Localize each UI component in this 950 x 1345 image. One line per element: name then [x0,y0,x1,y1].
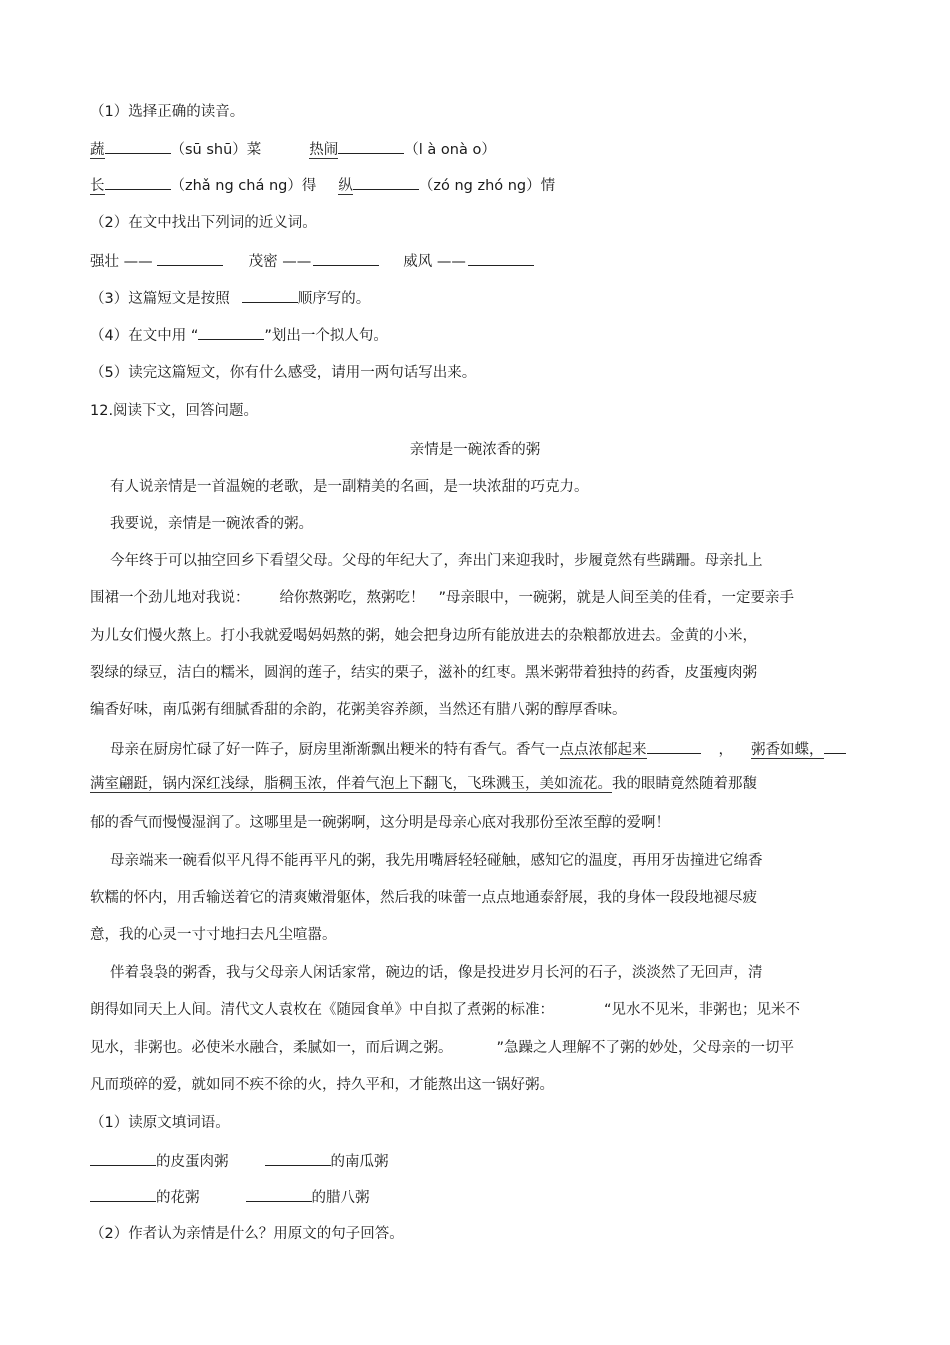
q12-heading: 12.阅读下文，回答问题。 [90,403,259,419]
paragraph-5-line: 意，我的心灵一寸寸地扫去凡尘喧嚣。 [90,927,337,943]
synonym-word: 茂密 —— [248,254,312,270]
answer-blank[interactable] [246,1187,312,1202]
question-text: 顺序写的。 [297,291,371,307]
answer-blank[interactable] [90,1151,156,1166]
answer-blank[interactable] [468,251,534,266]
text-span: 见水，非粥也。必使米水融合，柔腻如一，而后调之粥。 [90,1040,453,1056]
paragraph-6-line: 凡而琐碎的爱，就如同不疾不徐的火，持久平和，才能熬出这一锅好粥。 [90,1077,554,1093]
text-span: ”母亲眼中，一碗粥，就是人间至美的佳肴，一定要亲手 [438,590,795,606]
answer-blank[interactable] [105,139,171,154]
paragraph-2: 我要说，亲情是一碗浓香的粥。 [110,516,313,532]
paragraph-5-line: 软糯的怀内，用舌输送着它的清爽嫩滑躯体，然后我的味蕾一点点地通泰舒展，我的身体一段段地褪尽疲 [90,890,757,906]
text-span: ”急躁之人理解不了粥的妙处，父母亲的一切平 [496,1040,795,1056]
paragraph-1: 有人说亲情是一首温婉的老歌，是一副精美的名画，是一块浓甜的巧克力。 [110,479,589,495]
paragraph-3-line: 今年终于可以抽空回乡下看望父母。父母的年纪大了，奔出门来迎我时，步履竟然有些蹒跚。母亲扎上 [110,553,763,569]
q11-part1-title: （1）选择正确的读音。 [90,104,245,120]
answer-blank[interactable] [313,251,379,266]
answer-blank[interactable] [105,175,171,190]
text-span: 朗得如同天上人间。清代文人袁枚在《随园食单》中自拟了煮粥的标准： [90,1002,554,1018]
answer-blank[interactable] [198,325,264,340]
underlined-sentence: 满室翩跹，锅内深红浅绿，脂稠玉浓，伴着气泡上下翻飞，飞珠溅玉，美如流花。 [90,776,612,792]
pinyin-options: （sū shū）菜 [170,142,262,158]
paragraph-3-line: 为儿女们慢火熬上。打小我就爱喝妈妈熬的粥，她会把身边所有能放进去的杂粮都放进去。金黄的小米， [90,628,757,644]
synonym-word: 威风 —— [403,254,466,270]
synonym-word: 强壮 —— [90,254,153,270]
paragraph-6-line [90,1000,800,1020]
fill-phrase: 的腊八粥 [311,1190,370,1206]
answer-blank[interactable] [353,175,419,190]
pinyin-options: （l à onà o） [404,142,496,158]
paragraph-3-line: 裂绿的绿豆，洁白的糯米，圆润的莲子，结实的栗子，滋补的红枣。黑米粥带着独持的药香，皮蛋瘦肉粥 [90,665,757,681]
answer-blank[interactable] [338,139,404,154]
question-text: （4）在文中用 “ [90,328,199,344]
paragraph-6-line: 伴着袅袅的粥香，我与父母亲人闲话家常，碗边的话，像是投进岁月长河的石子，淡淡然了无回声，清 [110,965,763,981]
question-text: ”划出一个拟人句。 [264,328,388,344]
q12-sub2-title: （2）作者认为亲情是什么？用原文的句子回答。 [90,1226,404,1242]
fill-phrase: 的皮蛋肉粥 [156,1154,229,1170]
article-title: 亲情是一碗浓香的粥 [409,442,541,458]
question-text: （3）这篇短文是按照 [90,291,230,307]
q11-part5: （5）读完这篇短文，你有什么感受，请用一两句话写出来。 [90,365,477,381]
text-span: ， [718,742,733,758]
q12-sub1-row [90,1187,370,1208]
text-span: “见水不见米，非粥也；见米不 [604,1002,801,1018]
underline-extension [824,739,846,754]
word-shu: 蔬 [90,142,105,158]
fill-phrase: 的花粥 [156,1190,200,1206]
pinyin-options: （zó ng zhó ng）情 [418,178,556,194]
q11-part3 [90,288,370,309]
answer-blank[interactable] [242,288,298,303]
word-renao: 热闹 [309,142,339,158]
answer-blank[interactable] [157,251,223,266]
pinyin-options: （zhǎ ng chá ng）得 [170,178,317,194]
fill-phrase: 的南瓜粥 [330,1154,389,1170]
paragraph-4-line [110,739,846,760]
answer-blank[interactable] [647,739,701,754]
q11-part2-row [90,251,534,272]
q12-sub1-title: （1）读原文填词语。 [90,1115,230,1131]
word-zong: 纵 [338,178,353,194]
paragraph-3-line [90,588,794,608]
answer-blank[interactable] [90,1187,156,1202]
q11-part2-title: （2）在文中找出下列词的近义词。 [90,215,317,231]
paragraph-4-line [90,774,757,794]
paragraph-5-line: 母亲端来一碗看似平凡得不能再平凡的粥，我先用嘴唇轻轻碰触，感知它的温度，再用牙齿撞进它绵香 [110,853,763,869]
paragraph-3-line: 编香好味，南瓜粥有细腻香甜的余韵，花粥美容养颜，当然还有腊八粥的醇厚香味。 [90,702,627,718]
word-zhang: 长 [90,178,105,194]
text-span: 给你熬粥吃，熬粥吃！ [279,590,425,606]
paragraph-4-line: 郁的香气而慢慢湿润了。这哪里是一碗粥啊，这分明是母亲心底对我那份至浓至醇的爱啊！ [90,815,670,831]
paragraph-6-line [90,1038,794,1058]
underlined-phrase: 点点浓郁起来 [559,742,647,758]
answer-blank[interactable] [265,1151,331,1166]
text-span: 围裙一个劲儿地对我说： [90,590,250,606]
q11-part1-row2 [90,175,555,196]
text-span: 我的眼睛竟然随着那馥 [612,776,757,792]
text-span: 母亲在厨房忙碌了好一阵子，厨房里渐渐飘出粳米的特有香气。香气一 [110,742,560,758]
q12-sub1-row [90,1151,389,1172]
underlined-phrase: 粥香如蝶， [751,742,824,758]
q11-part1-row1 [90,139,496,160]
q11-part4 [90,325,388,346]
